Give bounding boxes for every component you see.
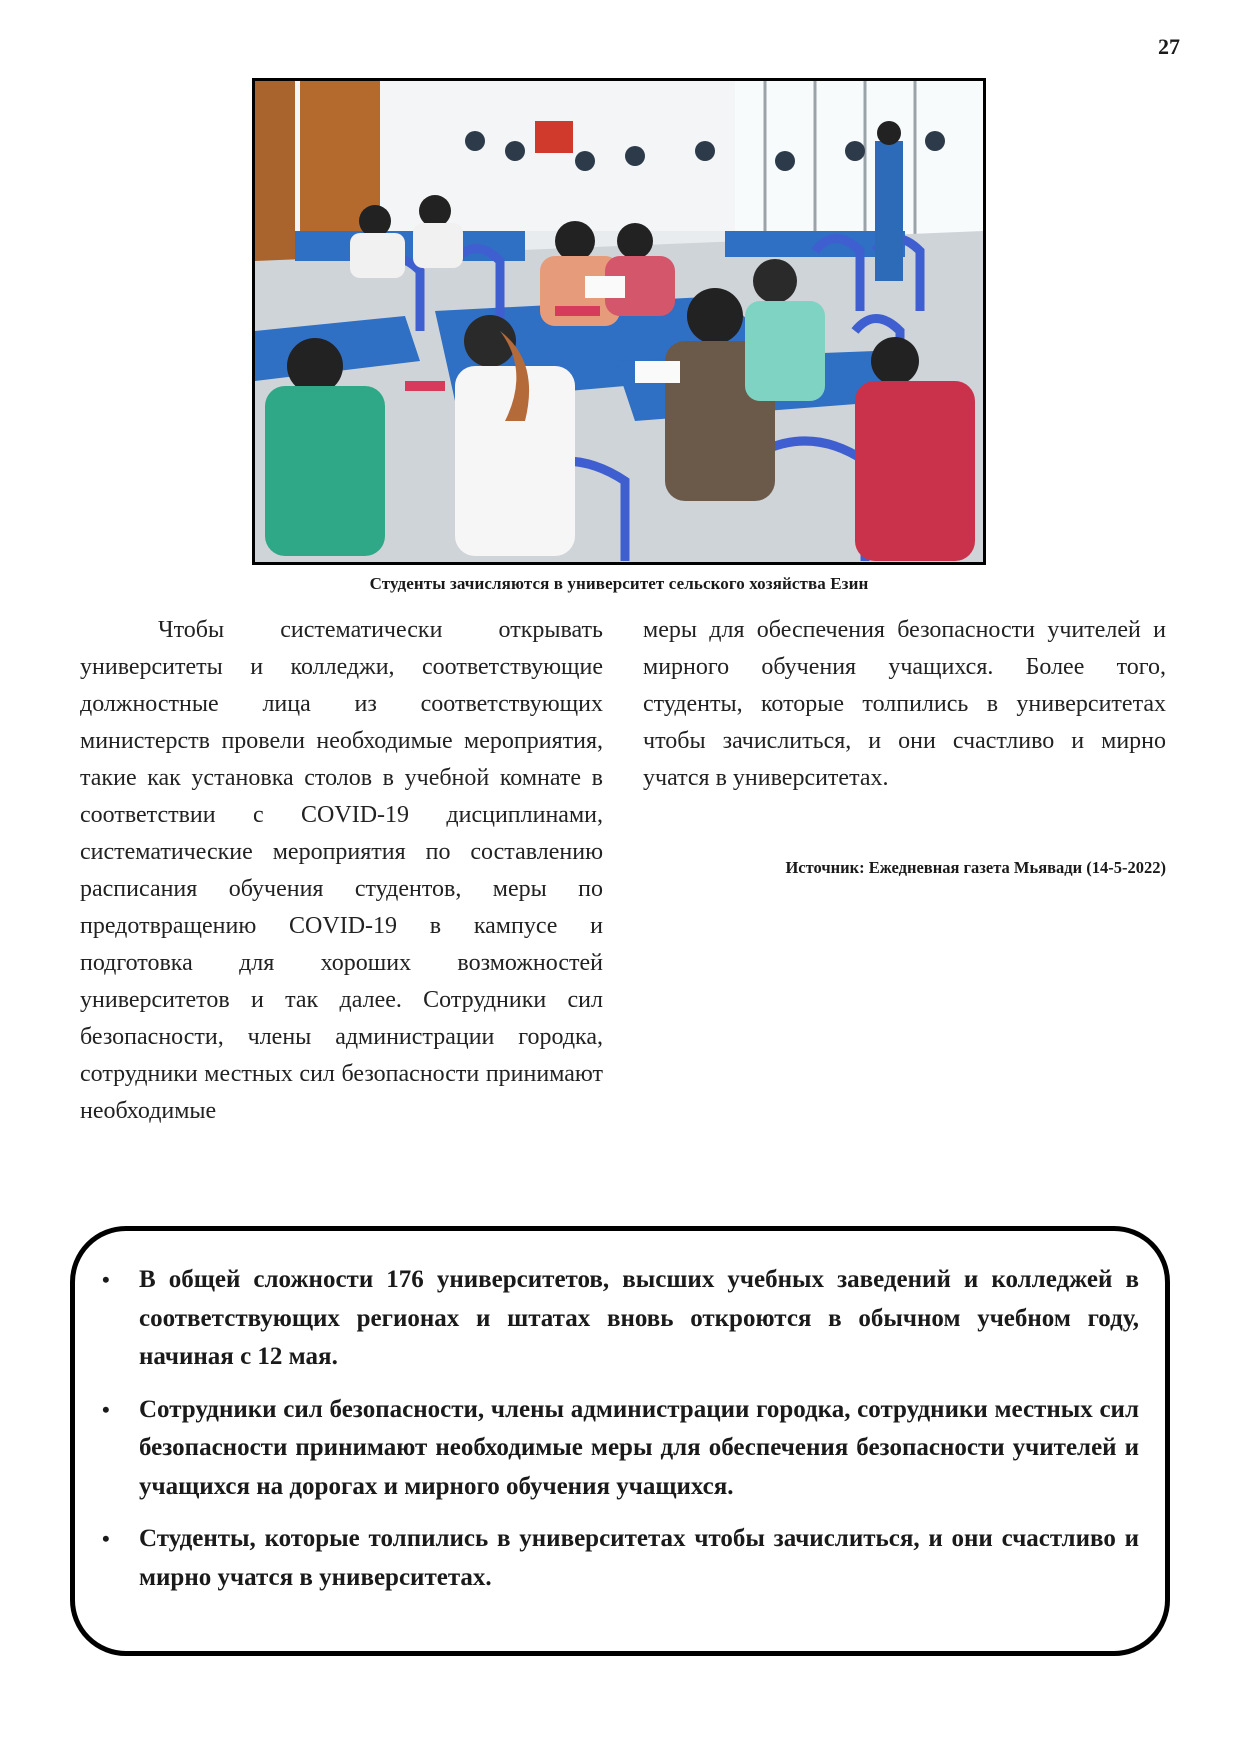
article-left-column (80, 612, 603, 1202)
bullet-icon: • (102, 1526, 110, 1551)
bullet-icon: • (102, 1396, 110, 1422)
summary-list (102, 1261, 1139, 1611)
article-source: Источник: Ежедневная газета Мьявади (14-5-2022) (785, 858, 1166, 877)
summary-box (70, 1226, 1170, 1656)
summary-item-text: Студенты, которые толпились в университетах чтобы зачислиться, и они счастливо и мирно учатся в университетах. (139, 1525, 1139, 1591)
summary-item-text: В общей сложности 176 университетов, высших учебных заведений и колледжей в соответствующих регионах и штатах вновь откроются в обычном учебном году, начиная с 12 мая. (139, 1266, 1139, 1370)
summary-item (102, 1520, 1139, 1597)
page-number: 27 (1158, 34, 1180, 59)
summary-item (102, 1261, 1139, 1377)
article-paragraph-right: меры для обеспечения безопасности учителей и мирного обучения учащихся. Более того, студенты, которые толпились в университетах чтобы зачислиться, и они счастливо и мирно учатся в университетах. (643, 617, 1166, 791)
summary-item (102, 1391, 1139, 1507)
photo-caption: Студенты зачисляются в университет сельского хозяйства Езин (369, 574, 869, 593)
classroom-photo-illustration (255, 81, 983, 562)
news-photo (252, 78, 986, 565)
bullet-icon: • (102, 1267, 110, 1292)
article-paragraph-left: Чтобы систематически открывать университеты и колледжи, соответствующие должностные лица из соответствующих министерств провели необходимые мероприятия, такие как установка столов в учебной комнате в соответствии с COVID-19 дисциплинами, систематические мероприятия по составлению расписания обучения студентов, меры по предотвращению COVID-19 в кампусе и подготовка для хороших возможностей университетов и так далее. Сотрудники сил безопасности, члены администрации городка, сотрудники местных сил безопасности принимают необходимые (80, 617, 603, 1124)
summary-item-text: Сотрудники сил безопасности, члены администрации городка, сотрудники местных сил безопасности принимают необходимые меры для обеспечения безопасности учителей и учащихся на дорогах и мирного обучения учащихся. (139, 1395, 1139, 1500)
article-right-column (643, 612, 1166, 797)
